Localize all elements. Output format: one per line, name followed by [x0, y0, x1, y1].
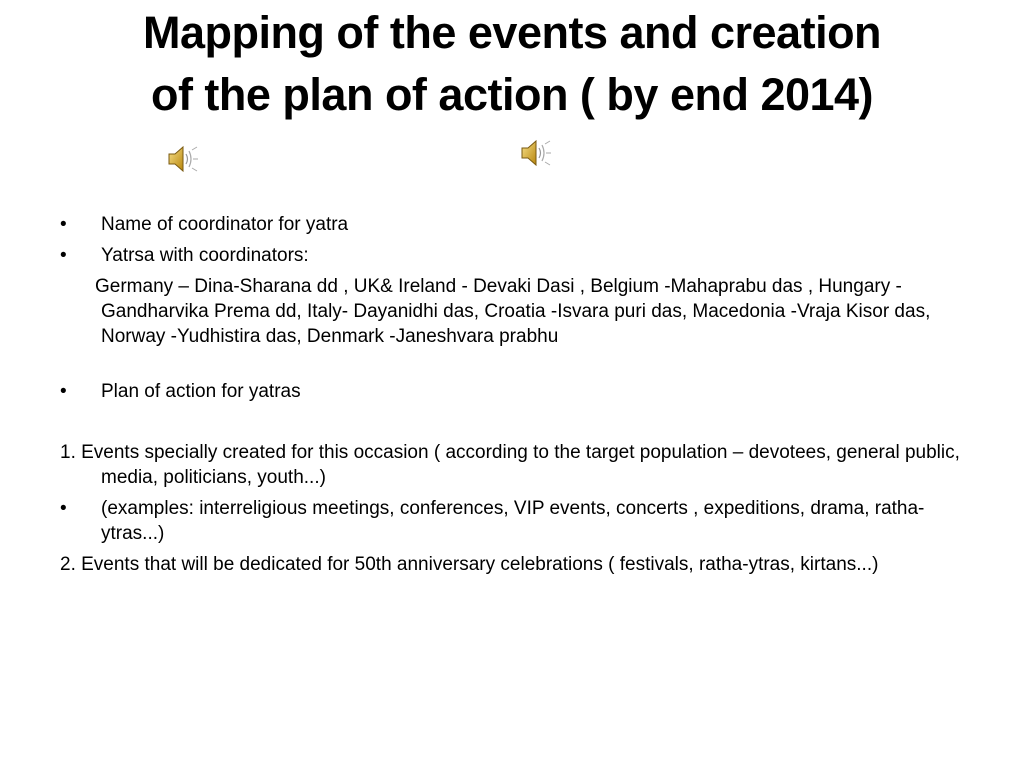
- bullet: •: [60, 498, 67, 519]
- list-item: [60, 379, 980, 404]
- title-line-2: of the plan of action ( by end 2014): [150, 69, 874, 120]
- speaker-icon[interactable]: [166, 142, 200, 176]
- list-item: [60, 212, 980, 237]
- yatras-coordinators-item: Yatrsa with coordinators:: [101, 245, 309, 266]
- slide-body: [60, 212, 980, 577]
- bullet: •: [60, 214, 67, 235]
- speaker-icon[interactable]: [519, 136, 553, 170]
- list-item: [60, 496, 980, 546]
- bullet: •: [60, 245, 67, 266]
- slide-title: [0, 2, 1024, 126]
- list-item: [60, 243, 980, 268]
- coordinator-item: Name of coordinator for yatra: [101, 214, 349, 235]
- numbered-item-2: 2. Events that will be dedicated for 50th anniversary celebrations ( festivals, ratha-ytras, kirtans...): [60, 554, 879, 575]
- title-line-1: Mapping of the events and creation: [142, 7, 882, 58]
- bullet: •: [60, 381, 67, 402]
- coordinators-list: Germany – Dina-Sharana dd , UK& Ireland - Devaki Dasi , Belgium -Mahaprabu das , Hungary -Gandharvika Prema dd, Italy- Dayanidhi das, Croatia -Isvara puri das, Macedonia -Vraja Kisor das, Norway -Yudhistira das, Denmark -Janeshvara prabhu: [95, 276, 931, 347]
- plan-of-action-item: Plan of action for yatras: [101, 381, 301, 402]
- numbered-item-1: 1. Events specially created for this occasion ( according to the target population – devotees, general public, media, politicians, youth...): [60, 442, 960, 488]
- examples-item: (examples: interreligious meetings, conferences, VIP events, concerts , expeditions, drama, ratha-ytras...): [101, 498, 925, 544]
